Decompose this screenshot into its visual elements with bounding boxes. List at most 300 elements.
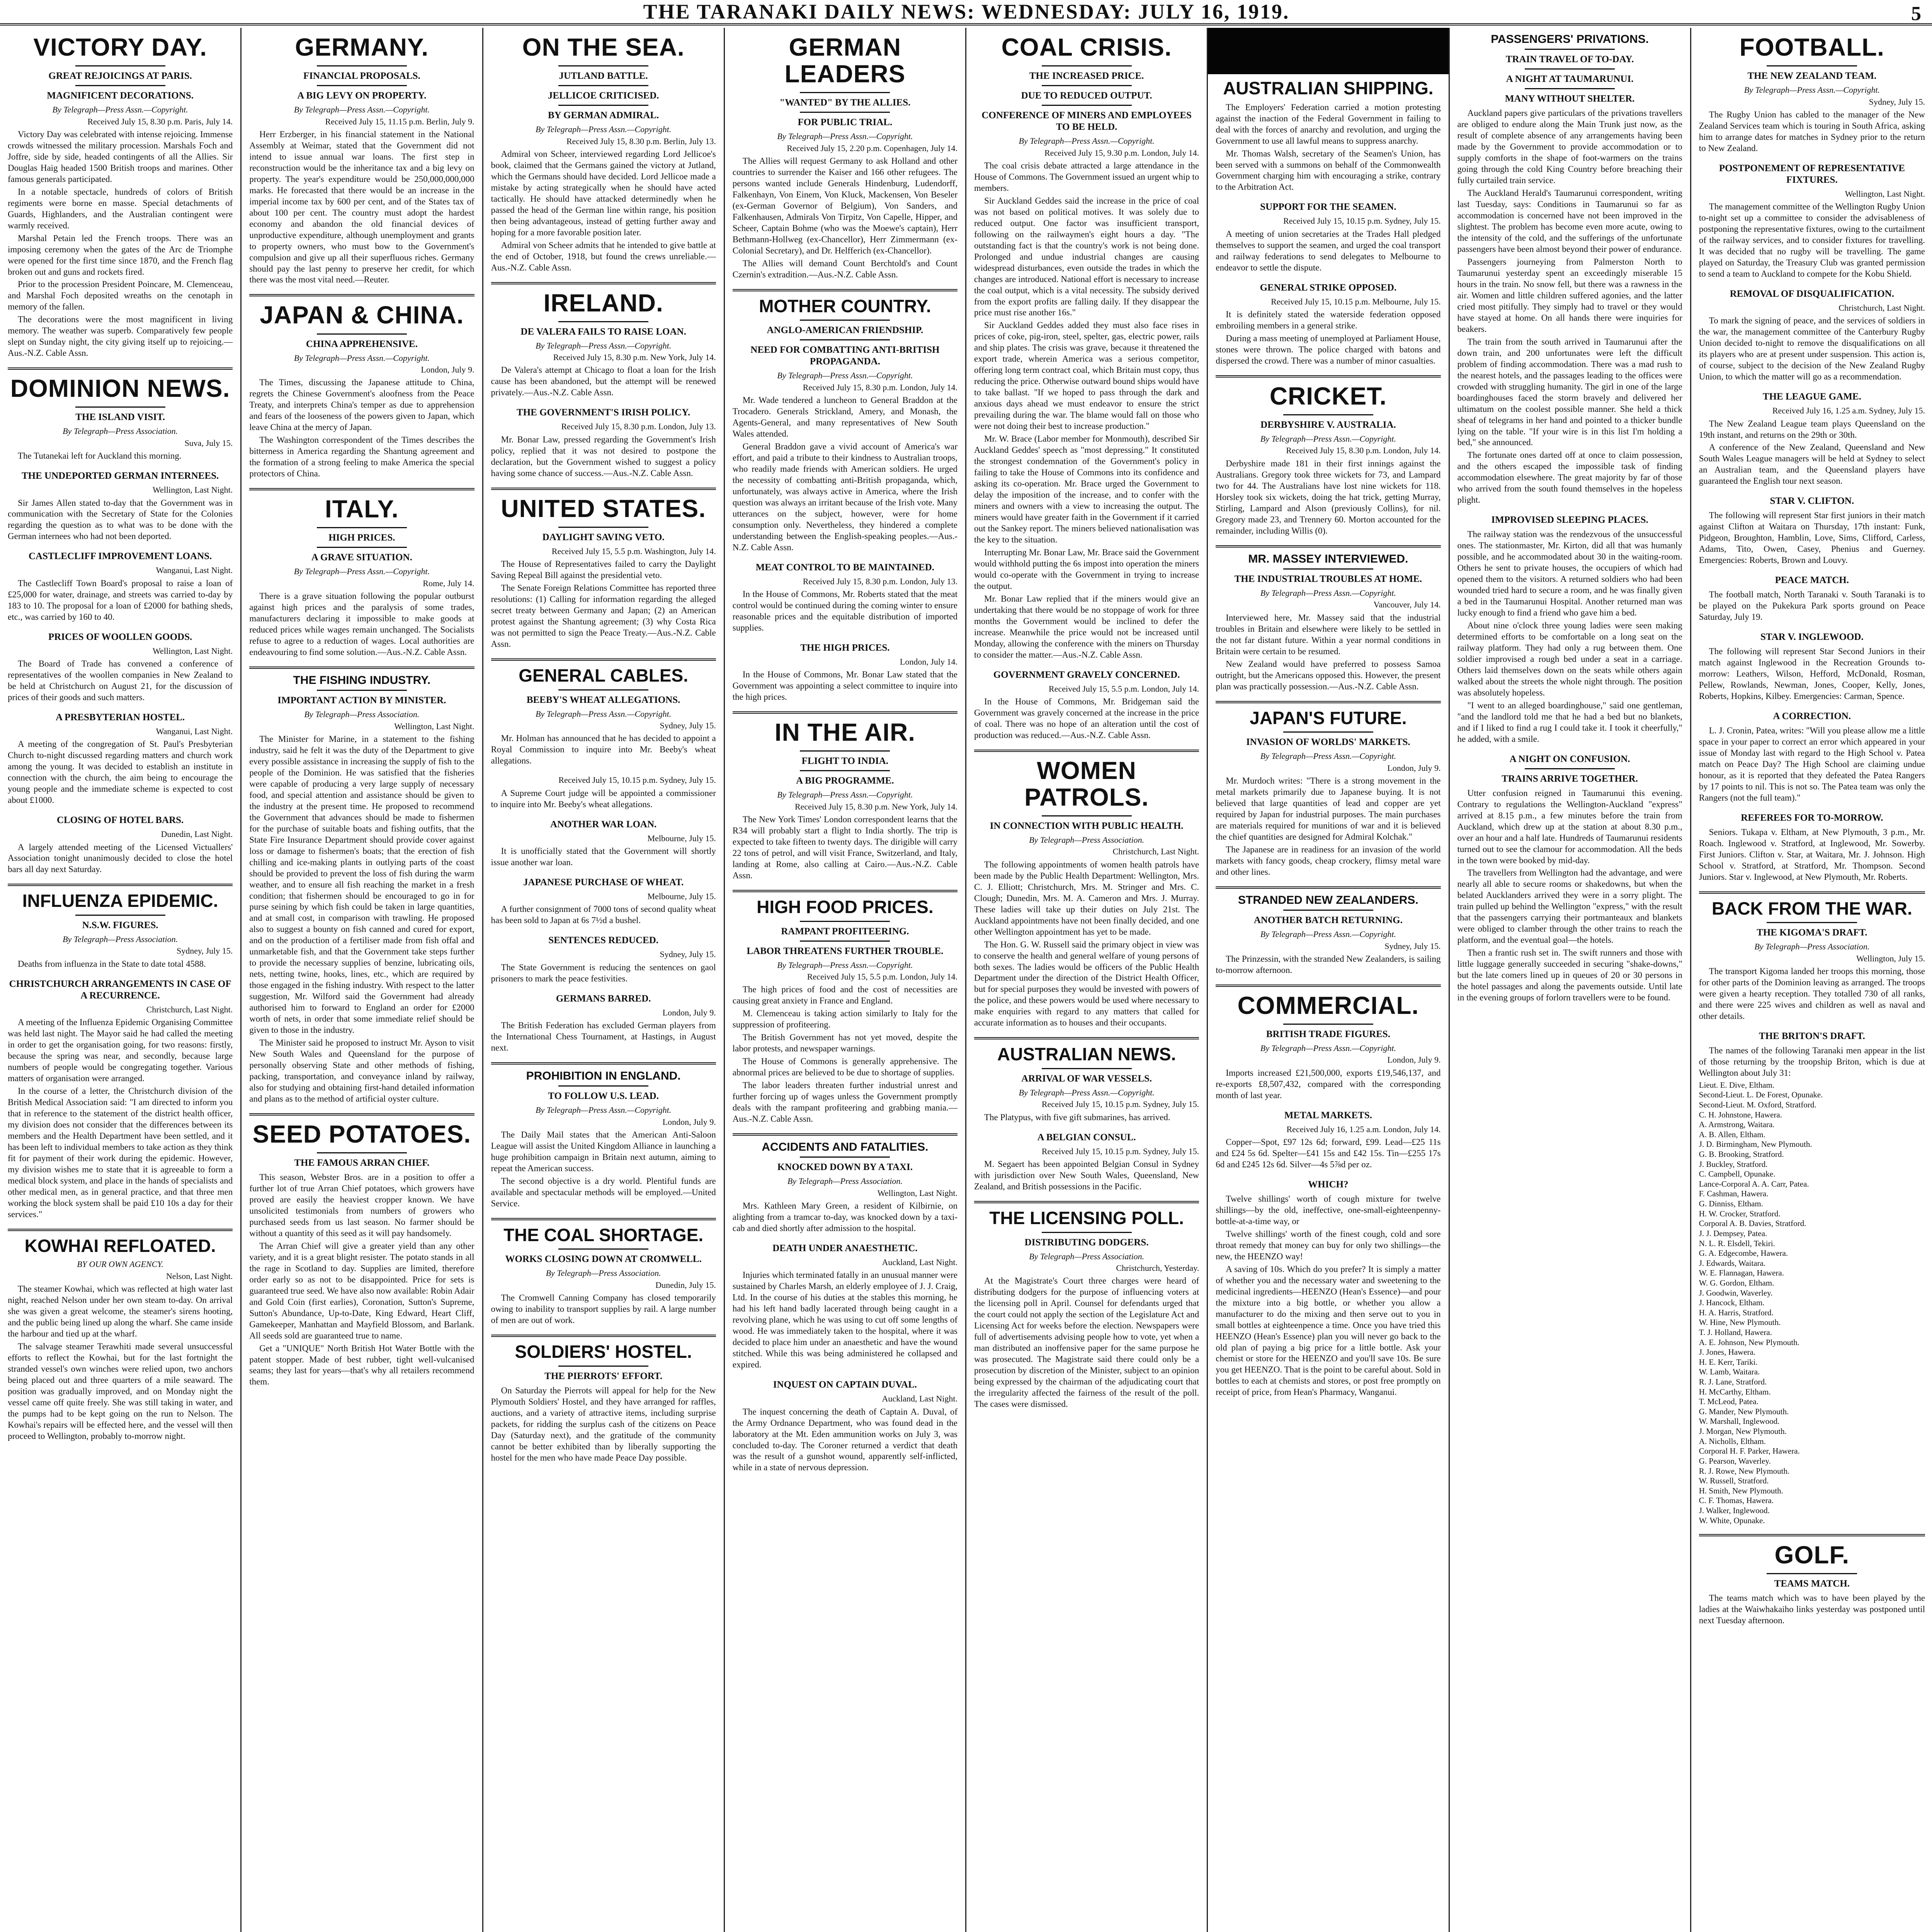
paragraph: The Castlecliff Town Board's proposal to raise a loan of £25,000 for water, drainage, and streets was carried to-day by 183 to 10. The proposal for a loan of £2000 for bathing sheds, etc., was carried by 160 to 40. — [8, 578, 233, 622]
divider-rule — [1042, 1068, 1132, 1069]
paragraph: The labor leaders threaten further industrial unrest and further forcing up of wages unless the Government promptly deals with the rampant profiteering and grabbing mania.—Aus.-N.Z. Cable Assn. — [732, 1080, 957, 1124]
section-rule — [491, 488, 716, 490]
dateline: Rome, July 14. — [423, 578, 474, 588]
byline: By Telegraph—Press Assn.—Copyright. — [536, 709, 672, 719]
divider-rule — [75, 915, 165, 916]
dateline: Received July 15, 8.30 p.m. Paris, July 14. — [87, 116, 233, 126]
list-item: A. Armstrong, Waitara. — [1699, 1120, 1775, 1129]
divider-rule — [800, 112, 890, 113]
subheadline: HIGH PRICES. — [328, 532, 395, 543]
subheadline: N.S.W. FIGURES. — [82, 920, 158, 931]
subheadline: GOVERNMENT GRAVELY CONCERNED. — [993, 669, 1180, 680]
list-item: J. D. Birmingham, New Plymouth. — [1699, 1139, 1812, 1149]
section-rule — [733, 1133, 957, 1136]
dateline: London, July 9. — [421, 364, 474, 374]
column-5 — [966, 28, 1208, 1932]
subheadline: A CORRECTION. — [1773, 711, 1851, 721]
subheadline: A BIG PROGRAMME. — [796, 776, 894, 786]
paragraph: Mr. Bonar Law, pressed regarding the Government's Irish policy, replied that it was not desired to postpone the declaration, but the Government wished to suggest a policy having some chance of success.—Aus.-N.Z. Cable Assn. — [491, 434, 716, 478]
article — [1699, 34, 1925, 154]
list-item: A. B. Allen, Eltham. — [1699, 1129, 1765, 1139]
newspaper-columns — [0, 28, 1932, 1932]
divider-rule — [75, 65, 165, 66]
list-item: H. E. Kerr, Tariki. — [1699, 1357, 1758, 1367]
section-rule — [733, 711, 957, 714]
subheadline: DUE TO REDUCED OUTPUT. — [1021, 90, 1152, 101]
paragraph: The following appointments of women health patrols have been made by the Public Health Department: Wellington, Mrs. C. J. Elliott; Christchurch, Mrs. M. Stringer and Mrs. C. Clough; Dunedin, Mrs. M. A. Cameron and Mrs. J. Murray. These ladies will take up their duties on July 21st. The Auckland appointments have not been finally decided, and one other Wellington appointment has yet to be made. — [974, 859, 1199, 937]
paragraph: Interviewed here, Mr. Massey said that the industrial troubles in Britain and elsewhere were likely to be settled in the not far distant future. Within a year normal conditions in Britain were certain to be resumed. — [1216, 612, 1441, 656]
subheadline: GENERAL STRIKE OPPOSED. — [1260, 282, 1397, 293]
article — [1699, 1031, 1925, 1526]
dateline: Sydney, July 15. — [1869, 97, 1925, 107]
article — [1699, 1542, 1925, 1626]
article — [8, 1236, 233, 1442]
dateline: Wellington, July 15. — [1856, 953, 1925, 963]
article — [1699, 391, 1925, 487]
divider-rule — [1525, 768, 1615, 769]
paragraph: The Times, discussing the Japanese attitude to China, regrets the Chinese Government's aloofness from the Peace Treaty, and interprets China's temper as due to apprehension and fears of the looseness of the powers given to Japan, which leave China at the mercy of Japan. — [249, 378, 474, 432]
paragraph: The New Zealand League team plays Queensland on the 19th instant, and returns on the 29th or 30th. — [1699, 418, 1925, 440]
article — [733, 34, 957, 281]
subheadline: TRAIN TRAVEL OF TO-DAY. — [1505, 54, 1634, 65]
subheadline: DE VALERA FAILS TO RAISE LOAN. — [520, 326, 686, 337]
paragraph: The salvage steamer Terawhiti made several unsuccessful efforts to reflect the Kowhai, but for the last fortnight the stranded vessel's own winches were relied upon, two anchors being placed out and three quarters of a mile seaward. The position was gradually improved, and on Monday night the vessel came off quite freely. She was still taking in water, and the pumps had to be kept going on the run to Nelson. The Kowhai's repairs will be effected here, and the vessel will then proceed to Wellington, probably to-morrow night. — [8, 1341, 233, 1441]
headline: SOLDIERS' HOSTEL. — [515, 1342, 692, 1362]
paragraph: A meeting of the congregation of St. Paul's Presbyterian Church to-night discussed regarding matters and church work among the young. It was decided to establish an institute in connection with the church, the aim being to encourage the young people and the immediate scheme is expected to cost about £1000. — [8, 739, 233, 805]
subheadline: MEAT CONTROL TO BE MAINTAINED. — [755, 562, 935, 573]
dateline: Sydney, July 15. — [1384, 941, 1441, 951]
paragraph: The State Government is reducing the sentences on gaol prisoners to mark the peace festivities. — [491, 962, 716, 983]
article — [8, 631, 233, 703]
column-8 — [1691, 28, 1932, 1932]
article — [733, 1379, 957, 1473]
divider-rule — [1767, 1573, 1857, 1574]
divider-rule — [1283, 731, 1373, 733]
headline: MOTHER COUNTRY. — [759, 296, 931, 316]
paragraph: The Japanese are in readiness for an invasion of the world markets with fancy goods, cheap crockery, flimsy metal ware and other lines. — [1216, 844, 1441, 877]
paragraph: Imports increased £21,500,000, exports £19,546,137, and re-exports £8,507,432, compared with the corresponding month of last year. — [1216, 1068, 1441, 1100]
paragraph: Marshal Petain led the French troops. There was an imposing ceremony when the gates of the Arc de Triomphe were opened for the first time since 1870, and the French flag broken out and guns and rockets fired. — [8, 233, 233, 277]
article — [491, 935, 716, 984]
section-rule — [733, 890, 957, 892]
dateline: Christchurch, Yesterday. — [1116, 1263, 1199, 1273]
paragraph: Mr. W. Brace (Labor member for Monmouth), described Sir Auckland Geddes' speech as "most depressing." It constituted the strongest condemnation of the Government's policy in failing to take the House of Commons into its confidence and asking its co-operation. Mr. Brace urged the Government to delay the imposition of the increase, and to confer with the miners and owners with a view to increasing the output. The miners would have greater faith in the Government if it carried out the Sankey report. The miners believed nationalisation was the key to the situation. — [974, 434, 1199, 544]
dateline: Melbourne, July 15. — [647, 891, 716, 901]
divider-rule — [317, 1152, 407, 1153]
headline: THE FISHING INDUSTRY. — [293, 673, 431, 687]
headline: JAPAN'S FUTURE. — [1250, 707, 1407, 728]
paragraph: The Senate Foreign Relations Committee has reported three resolutions: (1) Calling for information regarding the alleged secret treaty between Germany and Japan; (2) an American protest against the Shantung agreement; (3) why Costa Rica was not permitted to sign the Peace Treaty.—Aus.-N.Z. Cable Assn. — [491, 583, 716, 649]
subheadline: DAYLIGHT SAVING VETO. — [542, 532, 665, 543]
article — [1216, 992, 1440, 1101]
paragraph: Twelve shillings' worth of the finest cough, cold and sore throat remedy that money can buy for only two shillings—the new, the HEENZO way! — [1216, 1229, 1441, 1261]
subheadline: JELLICOE CRITICISED. — [548, 90, 659, 101]
article — [974, 1132, 1199, 1192]
byline: By Telegraph—Press Assn.—Copyright. — [1260, 434, 1396, 444]
subheadline: THE FAMOUS ARRAN CHIEF. — [294, 1158, 430, 1168]
subheadline: FOR PUBLIC TRIAL. — [798, 117, 893, 128]
list-item: C. H. Johnstone, Hawera. — [1699, 1110, 1782, 1119]
headline: THE COAL SHORTAGE. — [503, 1225, 704, 1245]
article — [1216, 282, 1440, 367]
headline: INFLUENZA EPIDEMIC. — [22, 891, 218, 911]
article — [1216, 1179, 1440, 1398]
subheadline: JAPANESE PURCHASE OF WHEAT. — [523, 877, 684, 888]
divider-rule — [317, 690, 407, 691]
dateline: Auckland, Last Night. — [882, 1257, 957, 1267]
paragraph: Victory Day was celebrated with intense rejoicing. Immense crowds witnessed the military procession. Marshals Foch and Joffre, side by side, headed contingents of all the Allies. Sir Douglas Haig headed 1500 British troops and marines. Other famous generals participated. — [8, 129, 233, 184]
list-item: H. A. Harris, Stratford. — [1699, 1308, 1774, 1317]
article — [1216, 709, 1440, 878]
byline: By Telegraph—Press Assn.—Copyright. — [536, 124, 672, 134]
paragraph: In the course of a letter, the Christchurch division of the British Medical Association said: "I am directed to inform you that in reference to the statement of the district health officer, my division does not consider that the differences between its members and the Health Department have been settled, and it has been left to individual members to take action as they think fit for payment of their work during the epidemic. However, my division wishes me to state that it is agreeable to form a medical block system, and place in the hands of specialists and other medical men, as in general practice, and that three men working the block system shall be paid £10 10s a day for their services." — [8, 1086, 233, 1219]
subheadline: THE INDUSTRIAL TROUBLES AT HOME. — [1234, 573, 1422, 584]
dateline: Received July 15, 10.15 p.m. Sydney, July 15. — [558, 775, 716, 785]
article — [1699, 711, 1925, 804]
dateline: London, July 9. — [662, 1117, 716, 1127]
byline: By Telegraph—Press Assn.—Copyright. — [1019, 1087, 1155, 1097]
headline: VICTORY DAY. — [33, 33, 207, 61]
article — [8, 815, 233, 875]
byline: By Telegraph—Press Association. — [63, 426, 178, 436]
byline: By Telegraph—Press Assn.—Copyright. — [777, 960, 913, 970]
dateline: Received July 15, 8.30 p.m. London, July 14. — [1286, 446, 1441, 456]
article — [491, 407, 716, 479]
article — [733, 642, 957, 703]
paragraph: The management committee of the Wellington Rugby Union to-night set up a committee to consider the advisableness of postponing the representative fixtures, owing to the curtailment of the railway services, and to consider fixtures for travelling. It was decided that no rugby will be travelling. The game played on Saturday, the Treasury Club was granted permission to send a team to Auckland to compete for the Kobu Shield. — [1699, 202, 1925, 279]
subheadline: BY GERMAN ADMIRAL. — [548, 110, 659, 121]
headline: MR. MASSEY INTERVIEWED. — [1248, 552, 1408, 565]
byline: By Telegraph—Press Assn.—Copyright. — [1260, 751, 1396, 761]
divider-rule — [558, 105, 648, 106]
dateline: London, July 9. — [1387, 1055, 1441, 1065]
headline: PASSENGERS' PRIVATIONS. — [1491, 33, 1649, 46]
article — [1216, 201, 1440, 273]
headline: GERMANY. — [295, 33, 429, 61]
paragraph: The railway station was the rendezvous of the unsuccessful ones. The stationmaster, Mr. Kirton, did all that was humanly possible, and he accommodated about 30 in the waiting-room. Others he sent to private houses, the occupiers of which had opened them to the visitors. A returned soldiers who had been wounded tried hard to secure a room, and he was finally given a bed in the Taumarunui Hospital. Another returned man was lucky enough to find a friend who gave him a bed. — [1457, 529, 1682, 618]
dateline: Christchurch, Last Night. — [1838, 303, 1925, 313]
paragraph: Get a "UNIQUE" North British Hot Water Bottle with the patent stopper. Made of best rubber, tight well-vulcanised seams; they last for years—that's why all retailers recommend them. — [249, 1343, 474, 1387]
headline: STRANDED NEW ZEALANDERS. — [1238, 893, 1418, 906]
article — [249, 34, 474, 286]
divider-rule — [1042, 815, 1132, 816]
byline: By Telegraph—Press Association. — [546, 1268, 661, 1278]
paragraph: The Auckland Herald's Taumarunui correspondent, writing last Tuesday, says: Conditions in Taumarunui so far as accommodation is concerned have not been improved in the slightest. The problem has become even more acute, owing to the intensity of the cold, and the sufferings of the unfortunate passengers have been almost beyond their power of endurance. — [1457, 188, 1682, 254]
paragraph: The train from the south arrived in Taumarunui after the down train, and 200 unfortunates were left the difficult problem of finding accommodation. There was a mad rush to the nearest hotels, and the passages leading to the offices were crowded with struggling humanity. The girl in one of the large boardinghouses faced the storm bravely and delivered her ultimatum on the coolest possible manner. She held a thick sheaf of telegrams in her hand and pointed to a thicker bundle lying on the table. "If your wire is in this list I'm holding a bed," she announced. — [1457, 337, 1682, 447]
dateline: Sydney, July 15. — [660, 720, 716, 730]
subheadline: PRICES OF WOOLLEN GOODS. — [48, 631, 192, 642]
subheadline: A NIGHT ON CONFUSION. — [1509, 753, 1630, 764]
list-item: G. Dinniss, Eltham. — [1699, 1199, 1763, 1209]
article — [491, 1342, 716, 1463]
dateline: Received July 15, 2.20 p.m. Copenhagen, July 14. — [787, 143, 957, 153]
paragraph: Twelve shillings' worth of cough mixture for twelve shillings—by the old, ineffective, one-small-eighteenpenny-bottle-at-a-time way, or — [1216, 1194, 1441, 1226]
dateline: Received July 15, 10.15 p.m. Melbourne, July 15. — [1271, 296, 1441, 306]
divider-rule — [1042, 65, 1132, 66]
section-rule — [249, 488, 474, 490]
subheadline: SENTENCES REDUCED. — [548, 935, 659, 946]
divider-rule — [800, 320, 890, 321]
column-7 — [1450, 28, 1691, 1932]
column-6 — [1208, 28, 1449, 1932]
headline: AUSTRALIAN NEWS. — [997, 1044, 1176, 1065]
subheadline: THE NEW ZEALAND TEAM. — [1747, 71, 1877, 82]
divider-rule — [1042, 85, 1132, 86]
paragraph: Deaths from influenza in the State to date total 4588. — [18, 959, 206, 969]
section-rule — [974, 1037, 1199, 1039]
paragraph: During a mass meeting of unemployed at Parliament House, stones were thrown. The police charged with batons and dispersed the crowd. There was a number of minor casualties. — [1216, 333, 1441, 366]
paragraph: The Allies will demand Count Berchtold's and Count Czernin's extradition.—Aus.-N.Z. Cable Assn. — [732, 258, 957, 279]
paragraph: Sir Auckland Geddes said the increase in the price of coal was not based on political motives. It was solely due to reduced output. One factor was insufficient transport, following on the railwaymen's eight hours a day. "The outstanding fact is that the country's work is not being done. Prolonged and undue industrial changes are causing widespread disturbances, even outside the trades in which the changes are introduced. National effort is necessary to increase the coal output, which is a vital necessity. The subsidy derived from the export profits are falling daily. If they disappear the price must rise another 16s." — [974, 196, 1199, 318]
paragraph: The fortunate ones darted off at once to claim possession, and the others escaped the impossible task of finding accommodation elsewhere. The great majority by far of those who arrived from the south found themselves in the hopeless plight. — [1457, 450, 1682, 505]
article — [733, 297, 957, 553]
headline: UNITED STATES. — [501, 494, 706, 522]
dateline: Dunedin, July 15. — [655, 1280, 716, 1290]
article — [491, 290, 716, 399]
article — [974, 757, 1199, 1029]
byline: BY OUR OWN AGENCY. — [77, 1259, 163, 1269]
paragraph: General Braddon gave a vivid account of America's war effort, and paid a tribute to their kindness to Australian troops, who readily made friends with American soldiers. He urged the necessity of combatting anti-British propaganda, which, unfortunately, was always active in America, where the Irish question was always an irritant because of the Irish vote. Many utterances on the subject, however, were for home consumption only. Nevertheless, they hindered a complete understanding between the English-speaking peoples.—Aus.-N.Z. Cable Assn. — [732, 441, 957, 552]
list-item: J. Walker, Inglewood. — [1699, 1505, 1770, 1515]
dateline: Wellington, Last Night. — [877, 1188, 957, 1198]
list-item: G. A. Edgecombe, Hawera. — [1699, 1248, 1788, 1258]
dateline: Received July 15, 9.30 p.m. London, July 14. — [1044, 148, 1199, 158]
dateline: Received July 15, 5.5 p.m. London, July 14. — [807, 972, 957, 981]
dateline: Wellington, Last Night. — [394, 721, 474, 731]
paragraph: The second objective is a dry world. Plentiful funds are available and spectacular methods will be employed.—United Service. — [491, 1176, 716, 1208]
list-item: Second-Lieut. M. Oxford, Stratford. — [1699, 1100, 1816, 1109]
subheadline: THE HIGH PRICES. — [800, 642, 890, 653]
subheadline: THE UNDEPORTED GERMAN INTERNEES. — [21, 471, 219, 481]
article — [249, 496, 474, 658]
subheadline: THE BRITON'S DRAFT. — [1759, 1031, 1865, 1041]
divider-rule — [1283, 568, 1373, 570]
subheadline: DEATH UNDER ANAESTHETIC. — [772, 1243, 918, 1254]
headline: GENERAL CABLES. — [519, 665, 688, 685]
divider-rule — [558, 1248, 648, 1250]
list-item: J. Goodwin, Waverley. — [1699, 1288, 1773, 1298]
list-item: R. J. Rowe, New Plymouth. — [1699, 1466, 1790, 1476]
subheadline: ANOTHER WAR LOAN. — [550, 819, 657, 830]
subheadline: ANOTHER BATCH RETURNING. — [1253, 915, 1403, 926]
paragraph: The travellers from Wellington had the advantage, and were nearly all able to secure rooms or shakedowns, but when the belated Aucklanders arrived they were in a sorry plight. The train pulled up behind the Wellington "express," with the result that the passengers carrying their portmanteaux and blankets were obliged to clamber through the other trains to reach the platform, and the eventual goal—the hotels. — [1457, 868, 1682, 945]
article — [8, 978, 233, 1220]
article — [8, 712, 233, 806]
divider-rule — [75, 85, 165, 86]
column-4 — [725, 28, 966, 1932]
headline: HIGH FOOD PRICES. — [757, 896, 934, 917]
article — [1699, 163, 1925, 280]
dateline: Received July 15, 10.15 p.m. Sydney, July 15. — [1041, 1099, 1199, 1109]
divider-rule — [558, 527, 648, 528]
paragraph: The Minister said he proposed to instruct Mr. Ayson to visit New South Wales and Queensland for the purpose of personally observing State and other methods of fishing, packing, transportation, and conveyance inland by railway, also for studying and obtaining first-hand detailed information and plans as to the method of artificial oyster culture. — [249, 1038, 474, 1104]
paragraph: Admiral von Scheer, interviewed regarding Lord Jellicoe's book, claimed that the Germans gained the victory at Jutland, which the Germans should have decided. Lord Jellicoe made a mistake by acting strategically when he should have acted tactically. He should have attacked determinedly when he passed the head of the German line within range, his position then being advantageous, instead of getting further away and hoping for a more favorable position later. — [491, 149, 716, 237]
subheadline: KNOCKED DOWN BY A TAXI. — [777, 1162, 913, 1173]
paragraph: New Zealand would have preferred to possess Samoa outright, but the Americans opposed this. However, the present plan was practically possession.—Aus.-N.Z. Cable Assn. — [1216, 659, 1441, 691]
section-rule — [491, 282, 716, 284]
subheadline: DERBYSHIRE V. AUSTRALIA. — [1260, 420, 1396, 430]
paragraph: Injuries which terminated fatally in an unusual manner were sustained by Charles Marsh, an elderly employee of J. J. Craig, Ltd. In the course of his duties at the stables this morning, he had his left hand badly lacerated through being caught in a revolving plane, which he was using to cut off some lengths of wood. He was immediately taken to the hospital, where it was decided to place him under an anaesthetic and have the wound stitched. While this was being administered he collapsed and expired. — [732, 1270, 957, 1370]
section-rule — [1216, 375, 1440, 378]
dateline: Received July 15, 8.30 p.m. New York, July 14. — [553, 352, 716, 362]
section-rule — [249, 1113, 474, 1116]
column-3 — [483, 28, 725, 1932]
list-item: T. J. Holland, Hawera. — [1699, 1328, 1772, 1337]
paragraph: The Platypus, with five gift submarines, has arrived. — [984, 1112, 1170, 1122]
paragraph: The British Federation has excluded German players from the International Chess Tournament, at Hastings, in August next. — [491, 1020, 716, 1053]
subheadline: ANGLO-AMERICAN FRIENDSHIP. — [767, 325, 923, 336]
byline: By Telegraph—Press Assn.—Copyright. — [536, 340, 672, 350]
article — [1216, 383, 1440, 537]
divider-rule — [1525, 88, 1615, 89]
paragraph: A conference of the New Zealand, Queensland and New South Wales League managers will be held at Sydney to select an Australian team, and the Queensland players have guaranteed the English tour next season. — [1699, 442, 1925, 486]
subheadline: GREAT REJOICINGS AT PARIS. — [48, 71, 192, 82]
dateline: Wellington, Last Night. — [153, 485, 233, 495]
paragraph: De Valera's attempt at Chicago to float a loan for the Irish cause has been abandoned, but the attempt will be renewed privately.—Aus.-N.Z. Cable Assn. — [491, 365, 716, 398]
subheadline: PEACE MATCH. — [1775, 575, 1849, 586]
paragraph: The steamer Kowhai, which was reflected at high water last night, reached Nelson under her own steam to-day. On arrival she was given a great welcome, the steamer's sirens hooting, and the public being lined up along the wharf. She came inside the harbour and tied up at the wharf. — [8, 1284, 233, 1338]
article — [1458, 514, 1682, 745]
byline: By Telegraph—Press Association. — [1029, 1251, 1145, 1261]
article — [974, 669, 1199, 741]
subheadline: POSTPONEMENT OF REPRESENTATIVE FIXTURES. — [1719, 163, 1905, 185]
subheadline: THE ISLAND VISIT. — [75, 412, 165, 423]
article — [1699, 575, 1925, 623]
dateline: London, July 9. — [662, 1007, 716, 1017]
paragraph: A meeting of union secretaries at the Trades Hall pledged themselves to support the seamen, and urged the coal transport and railway federations to send delegates to Melbourne to endeavor to settle the dispute. — [1216, 229, 1441, 272]
dateline: Wanganui, Last Night. — [156, 726, 233, 736]
paragraph: "I went to an alleged boardinghouse," said one gentleman, "and the landlord told me that he had a bed but no blankets, and if I liked to find a rug I could take it. I took it cheerfully," he added, with a smile. — [1457, 700, 1682, 744]
dateline: Received July 16, 1.25 a.m. London, July 14. — [1286, 1124, 1441, 1134]
paragraph: The British Government has not yet moved, despite the labor protests, and newspaper warnings. — [732, 1032, 957, 1054]
dateline: Received July 15, 8.30 p.m. New York, July 14. — [794, 801, 957, 811]
byline: By Telegraph—Press Assn.—Copyright. — [1260, 1043, 1396, 1053]
paragraph: About nine o'clock three young ladies were seen making determined efforts to be comfortable on a long seat on the railway platform. They had only a rug between them. One soldier improvised a rough bed under a seat in a carriage. Others laid themselves down on the seats while others again walked about the streets the whole night through. The position was absolutely hopeless. — [1457, 621, 1682, 697]
section-rule — [249, 294, 474, 296]
list-item: W. White, Opunake. — [1699, 1515, 1765, 1525]
article — [1216, 894, 1440, 976]
paragraph: It is unofficially stated that the Government will shortly issue another war loan. — [491, 846, 716, 867]
subheadline: LABOR THREATENS FURTHER TROUBLE. — [747, 946, 944, 956]
article — [491, 775, 716, 810]
headline: COMMERCIAL. — [1237, 991, 1419, 1019]
list-item: A. E. Johnson, New Plymouth. — [1699, 1337, 1799, 1347]
subheadline: DISTRIBUTING DODGERS. — [1024, 1237, 1149, 1248]
subheadline: TO FOLLOW U.S. LEAD. — [548, 1091, 659, 1102]
divider-rule — [317, 65, 407, 66]
list-item: W. Lamb, Waitara. — [1699, 1367, 1760, 1377]
paragraph: The House of Commons is generally apprehensive. The abnormal prices are believed to be due to shortage of supplies. — [732, 1056, 957, 1078]
masthead-title: THE TARANAKI DAILY NEWS: WEDNESDAY: JULY 16, 1919. — [643, 0, 1290, 23]
list-item: R. J. Lane, Stratford. — [1699, 1377, 1767, 1387]
list-item: J. J. Dempsey, Patea. — [1699, 1228, 1767, 1238]
subheadline: FLIGHT TO INDIA. — [801, 756, 889, 767]
dateline: Christchurch, Last Night. — [1112, 847, 1199, 857]
subheadline: CLOSING OF HOTEL BARS. — [56, 815, 184, 826]
subheadline: IN CONNECTION WITH PUBLIC HEALTH. — [990, 821, 1184, 831]
dateline: Sydney, July 15. — [177, 946, 233, 956]
article — [491, 495, 716, 650]
dateline: Received July 15, 8.30 p.m. London, July 13. — [803, 576, 957, 586]
section-rule — [1216, 545, 1440, 548]
article — [249, 1121, 474, 1388]
subheadline: GERMANS BARRED. — [556, 993, 651, 1004]
list-item: H. Smith, New Plymouth. — [1699, 1486, 1783, 1495]
list-item: J. Edwards, Waitara. — [1699, 1258, 1766, 1268]
dateline: Vancouver, July 14. — [1373, 600, 1441, 610]
list-item: W. Russell, Stratford. — [1699, 1476, 1769, 1486]
paragraph: Auckland papers give particulars of the privations travellers are obliged to endure along the Main Trunk just now, as the result of complete absence of any arrangements having been made by the Government to provide accommodation or to supply comforts in the shape of foot-warmers on the trains going through the cold King Country before breaching their fully curtailed train service. — [1457, 108, 1682, 185]
paragraph: The Arran Chief will give a greater yield than any other variety, and it is a great blight resister. The potato stands in all the rage in Scotland to day. Supplies are limited, therefore order early so as not to be disappointed. Price for sets is guaranteed true seed. We have also now available: Robin Adair and Gold Coin (first earlies), Coronation, Sutton's Supreme, Sutton's Abundance, Up-to-Date, King Edward, Heart Cliff, Gamekeeper, Manhattan and Mayfield Blossom, and Barlank. All seeds sold are guaranteed true to name. — [249, 1241, 474, 1340]
paragraph: The Rugby Union has cabled to the manager of the New Zealand Services team which is touring in South Africa, asking him to arrange dates for matches in Sydney prior to the return to New Zealand. — [1699, 109, 1925, 153]
section-rule — [1216, 701, 1440, 703]
byline: By Telegraph—Press Association. — [787, 1176, 903, 1186]
article — [733, 1141, 957, 1234]
dateline: Sydney, July 15. — [660, 949, 716, 959]
paragraph: The Minister for Marine, in a statement to the fishing industry, said he felt it was the duty of the Department to give every possible assistance in increasing the supply of fish to the people of the Dominion. He was satisfied that the fisheries were capable of producing a very large supply of necessary food, and special attention and assistance should be given to the industry at the present time. He proposed to recommend the Government that advances should be made to fishermen for the purchase of suitable boats and fishing outfits, that the State Fire Insurance Department should provide cover against loss or damage to fishermen's boats; that the erection of fish chilling and ice-making plants in outlying parts of the coast should be provided to prevent the loss of fish during the warm weather, and to ensure all fish reaching the market in a fresh condition; that fishermen should be encouraged to go in for purse seining by which fish could be taken in large quantities, and at small cost, in comparison with trawling. He proposed also to suggest a bounty on fish canned and cured for export, and on the production of a fertiliser made from fish offal and unmarketable fish, and that the Government take steps further to provide the necessary supplies of benzine, lubricating oils, nets, netting twine, hooks, lines, etc., which are required by those engaged in the fishing industry. With respect to the latter suggestion, Mr. Wilford said the Government had already authorised him to forward to England an order for £2000 worth of nets, in order that some immediate relief should be given to those in the industry. — [249, 734, 474, 1035]
subheadline: A PRESBYTERIAN HOSTEL. — [56, 712, 185, 723]
divider-rule — [1525, 68, 1615, 70]
section-rule — [974, 750, 1199, 752]
article — [733, 1243, 957, 1371]
divider-rule — [558, 689, 648, 690]
paragraph: The decorations were the most magnificent in living memory. The weather was superb. Comparatively few people slept on Sunday night, the city giving itself up to rejoicing.—Aus.-N.Z. Cable Assn. — [8, 315, 233, 358]
headline: CRICKET. — [1269, 382, 1387, 410]
subheadline: CASTLECLIFF IMPROVEMENT LOANS. — [28, 551, 212, 562]
list-item: T. McLeod, Patea. — [1699, 1397, 1759, 1406]
subheadline: A NIGHT AT TAUMARUNUI. — [1506, 74, 1634, 85]
list-item: A. Nicholls, Eltham. — [1699, 1436, 1766, 1446]
paragraph: Then a frantic rush set in. The swift runners and those with little luggage generally succeeded in securing "shake-downs," but the late comers lined up in queues of 20 or 30 persons in the hotel passages and along the pavements outside. Until late in the evening groups of forlorn travellers were to be found. — [1457, 948, 1682, 1003]
article — [733, 898, 957, 1125]
byline: By Telegraph—Press Assn.—Copyright. — [294, 566, 430, 577]
section-rule — [1699, 1534, 1925, 1536]
paragraph: A meeting of the Influenza Epidemic Organising Committee was held last night. The Mayor said he had called the meeting in order to get the organisation going, for two reasons: firstly, because the spring was near, and secondly, because large numbers of people would be congregating together. Various matters of organisation were arranged. — [8, 1017, 233, 1083]
article — [1216, 1110, 1440, 1170]
list-item: Lieut. E. Dive, Eltham. — [1699, 1080, 1775, 1090]
dateline: Nelson, Last Night. — [166, 1271, 233, 1281]
section-rule — [1216, 985, 1440, 987]
article — [491, 993, 716, 1054]
divider-rule — [75, 406, 165, 408]
redacted-block — [1208, 28, 1448, 74]
list-item: J. Jones, Hawera. — [1699, 1347, 1756, 1357]
paragraph: Sir Auckland Geddes added they must also face rises in prices of coke, pig-iron, steel, spelter, gas, electric power, rails and ship plates. The crisis was grave, because it threatened the export trade, wherein America was a serious competitor, offering long term contract coal, which Britain must copy, thus reducing the price. Otherwise outward bound ships would have to take ballast. "If we hoped to pass through the dark and anxious days ahead we must endeavor to ensure the strict prevailing during the war. The blame would fall on those who were not doing their best to increase production." — [974, 320, 1199, 431]
list-item: G. Mander, New Plymouth. — [1699, 1406, 1789, 1416]
headline: ON THE SEA. — [522, 33, 685, 61]
subheadline: TRAINS ARRIVE TOGETHER. — [1502, 773, 1638, 784]
subheadline: CHINA APPREHENSIVE. — [306, 338, 418, 349]
section-rule — [491, 1062, 716, 1065]
divider-rule — [558, 85, 648, 86]
byline: By Telegraph—Press Assn.—Copyright. — [777, 371, 913, 381]
article — [1699, 288, 1925, 383]
paragraph: The Daily Mail states that the American Anti-Saloon League will assist the United Kingdom Alliance in launching a huge prohibition campaign in Britain next autumn, aiming to repeat the American success. — [491, 1130, 716, 1173]
paragraph: The Allies will request Germany to ask Holland and other countries to surrender the Kaiser and 166 other refugees. The persons wanted include Generals Hindenburg, Ludendorff, Falkenhayn, Von Einem, Von Kluck, Mackensen, Von Beseler (ex-German Governor of Belgium), Von Sanders, and Falkenhausen, Admirals Von Tirpitz, Von Capelle, Hipper, and Scheer, Captain Bohme (who was the Moewe's captain), Herr Bethmann-Hollweg (ex-Chancellor), Herr Zimmermann (ex-Colonial Secretary), and Dr. Helfferich (ex-Chancellor). — [732, 156, 957, 255]
section-rule — [8, 884, 233, 886]
headline: DOMINION NEWS. — [10, 374, 230, 403]
dateline: Wellington, Last Night. — [1845, 189, 1925, 199]
paragraph: In the House of Commons, Mr. Bridgeman said the Government was gravely concerned at the increase in the price of coal. There was no hope of an alteration until the cost of production was reduced.—Aus.-N.Z. Cable Assn. — [974, 696, 1199, 740]
list-item: G. Pearson, Waverley. — [1699, 1456, 1771, 1466]
dateline: Received July 15, 11.15 p.m. Berlin, July 9. — [325, 116, 474, 126]
section-rule — [8, 367, 233, 370]
paragraph: The football match, North Taranaki v. South Taranaki is to be played on the Pukekura Park sports ground on Peace Saturday, July 19. — [1699, 590, 1925, 622]
section-rule — [491, 1335, 716, 1337]
list-item: J. Buckley, Stratford. — [1699, 1159, 1768, 1169]
divider-rule — [317, 85, 407, 86]
paragraph: Utter confusion reigned in Taumarunui this evening. Contrary to regulations the Wellington-Auckland "express" arrived at 8.15 p.m., a few minutes before the train from Auckland, which drew up at the station at about 8.30 p.m., over an hour and a half late. Hundreds of Taumarunui residents turned out to see the clamour for accommodation. All the beds in the town were booked by mid-day. — [1457, 788, 1682, 865]
